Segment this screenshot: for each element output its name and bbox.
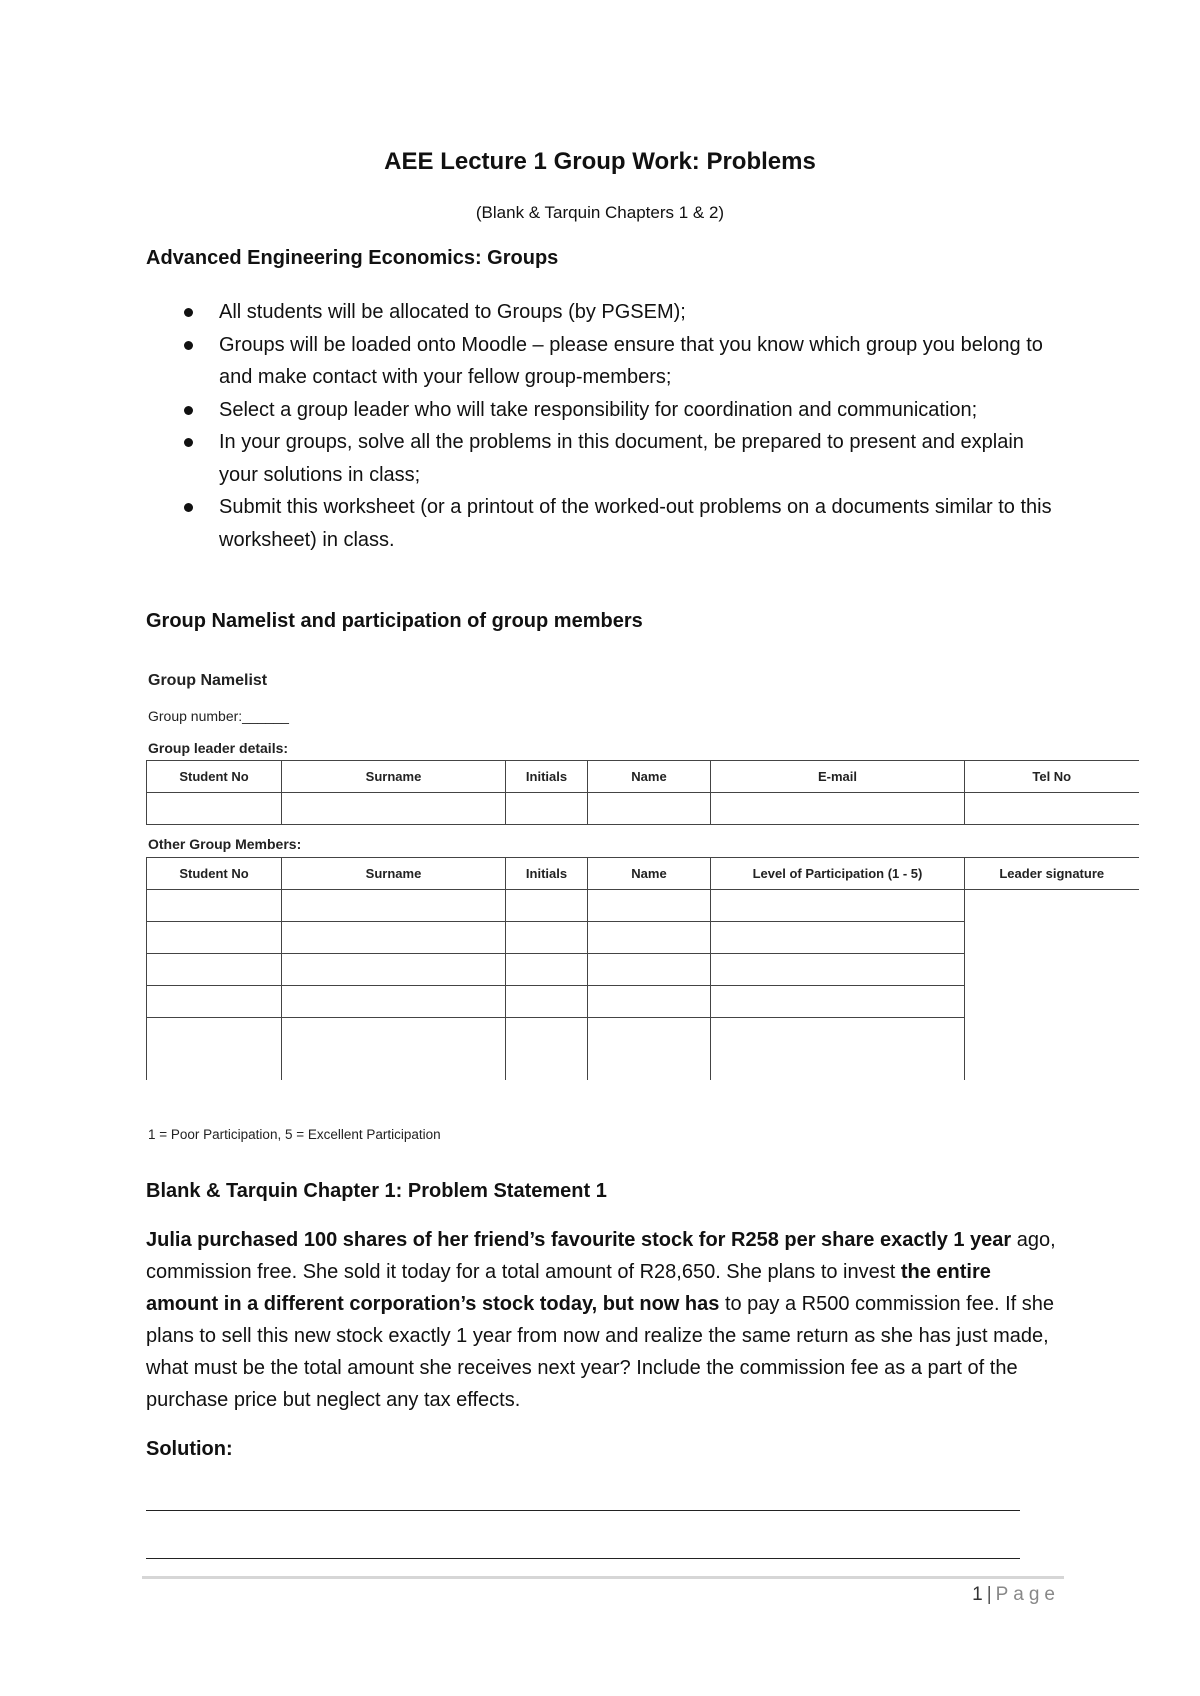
table-cell[interactable] <box>588 1018 711 1081</box>
column-header: Surname <box>282 858 506 890</box>
table-cell[interactable] <box>711 793 965 825</box>
table-cell[interactable] <box>147 986 282 1018</box>
bullet-text: All students will be allocated to Groups (by PGSEM); <box>219 301 686 323</box>
footer-divider <box>142 1576 1064 1579</box>
signature-area[interactable] <box>965 890 1139 1081</box>
table-cell[interactable] <box>588 793 711 825</box>
table-cell[interactable] <box>282 890 506 922</box>
column-header: Surname <box>282 761 506 793</box>
column-header: Student No <box>147 858 282 890</box>
bullet-text: In your groups, solve all the problems in this document, be prepared to present and explain your solutions in class; <box>219 431 1024 486</box>
document-subtitle: (Blank & Tarquin Chapters 1 & 2) <box>475 203 725 222</box>
table-cell[interactable] <box>506 954 588 986</box>
table-cell[interactable] <box>282 986 506 1018</box>
problem-text: ago, commission free. She sold it today for a total amount of R28,650. She plans to invest <box>146 1229 1056 1283</box>
leader-table <box>146 760 1139 825</box>
column-header: Initials <box>506 858 588 890</box>
bullet-text: Select a group leader who will take responsibility for coordination and communication; <box>219 398 978 421</box>
column-header: Leader signature <box>965 858 1139 890</box>
page-number: 1 <box>972 1584 983 1605</box>
table-cell[interactable] <box>147 793 282 825</box>
table-cell[interactable] <box>282 954 506 986</box>
bullet-item <box>146 296 1066 329</box>
problem-text-bold: the entire amount in a different corporation’s stock today, but now has <box>146 1261 991 1315</box>
bullet-item <box>146 491 1066 556</box>
column-header: Name <box>588 761 711 793</box>
group-number-field[interactable]: Group number:______ <box>148 708 289 724</box>
column-header: Name <box>588 858 711 890</box>
table-cell[interactable] <box>588 890 711 922</box>
bullet-icon <box>184 308 193 317</box>
table-cell[interactable] <box>147 1018 282 1081</box>
problem-heading: Blank & Tarquin Chapter 1: Problem Statement 1 <box>146 1180 607 1202</box>
table-row <box>147 793 1139 825</box>
members-table <box>146 857 1139 1080</box>
namelist-heading: Group Namelist and participation of group members <box>146 610 643 632</box>
page-word: Page <box>995 1584 1060 1605</box>
column-header: Initials <box>506 761 588 793</box>
form-title: Group Namelist <box>148 672 268 689</box>
bullet-icon <box>184 438 193 447</box>
table-cell[interactable] <box>282 793 506 825</box>
problem-statement <box>146 1224 1066 1416</box>
bullet-item <box>146 394 1066 427</box>
bullet-icon <box>184 406 193 415</box>
table-cell[interactable] <box>588 922 711 954</box>
table-cell[interactable] <box>965 793 1139 825</box>
table-header-row <box>147 858 1139 890</box>
table-cell[interactable] <box>711 954 965 986</box>
column-header: Tel No <box>965 761 1139 793</box>
bullet-text: Submit this worksheet (or a printout of the worked-out problems on a documents similar to this worksheet) in class. <box>219 496 1052 551</box>
table-cell[interactable] <box>506 1018 588 1081</box>
bullet-icon <box>184 503 193 512</box>
bullet-text: Groups will be loaded onto Moodle – please ensure that you know which group you belong to and make contact with your fellow group-members; <box>219 333 1043 388</box>
table-cell[interactable] <box>147 922 282 954</box>
page-footer <box>900 1584 1060 1606</box>
table-cell[interactable] <box>282 1018 506 1081</box>
table-cell[interactable] <box>506 793 588 825</box>
groups-bullet-list <box>146 296 1066 556</box>
table-cell[interactable] <box>711 922 965 954</box>
solution-label: Solution: <box>146 1438 233 1460</box>
table-cell[interactable] <box>282 922 506 954</box>
leader-details-label: Group leader details: <box>148 740 289 756</box>
table-cell[interactable] <box>506 986 588 1018</box>
footer-separator: | <box>986 1584 992 1605</box>
table-cell[interactable] <box>711 1018 965 1081</box>
participation-legend: 1 = Poor Participation, 5 = Excellent Participation <box>148 1127 441 1142</box>
bullet-item <box>146 329 1066 394</box>
table-cell[interactable] <box>711 890 965 922</box>
groups-heading: Advanced Engineering Economics: Groups <box>146 247 559 269</box>
table-cell[interactable] <box>588 954 711 986</box>
table-cell[interactable] <box>506 890 588 922</box>
table-header-row <box>147 761 1139 793</box>
bullet-icon <box>184 341 193 350</box>
answer-line[interactable] <box>146 1558 1020 1559</box>
table-row <box>147 890 1139 922</box>
table-cell[interactable] <box>506 922 588 954</box>
table-cell[interactable] <box>711 986 965 1018</box>
column-header: Student No <box>147 761 282 793</box>
table-cell[interactable] <box>147 890 282 922</box>
problem-text-bold: Julia purchased 100 shares of her friend’s favourite stock for R258 per share exactly 1 year <box>146 1229 1012 1251</box>
document-title: AEE Lecture 1 Group Work: Problems <box>384 148 816 175</box>
problem-text: to pay a R500 commission fee. If she plans to sell this new stock exactly 1 year from now and realize the same return as she has just made, what must be the total amount she receives next year? Include the commission fee as a part of the purchase price but neglect any tax effects. <box>146 1293 1054 1411</box>
column-header: Level of Participation (1 - 5) <box>711 858 965 890</box>
column-header: E-mail <box>711 761 965 793</box>
members-label: Other Group Members: <box>148 836 302 852</box>
bullet-item <box>146 426 1066 491</box>
answer-line[interactable] <box>146 1510 1020 1511</box>
table-cell[interactable] <box>147 954 282 986</box>
table-cell[interactable] <box>588 986 711 1018</box>
